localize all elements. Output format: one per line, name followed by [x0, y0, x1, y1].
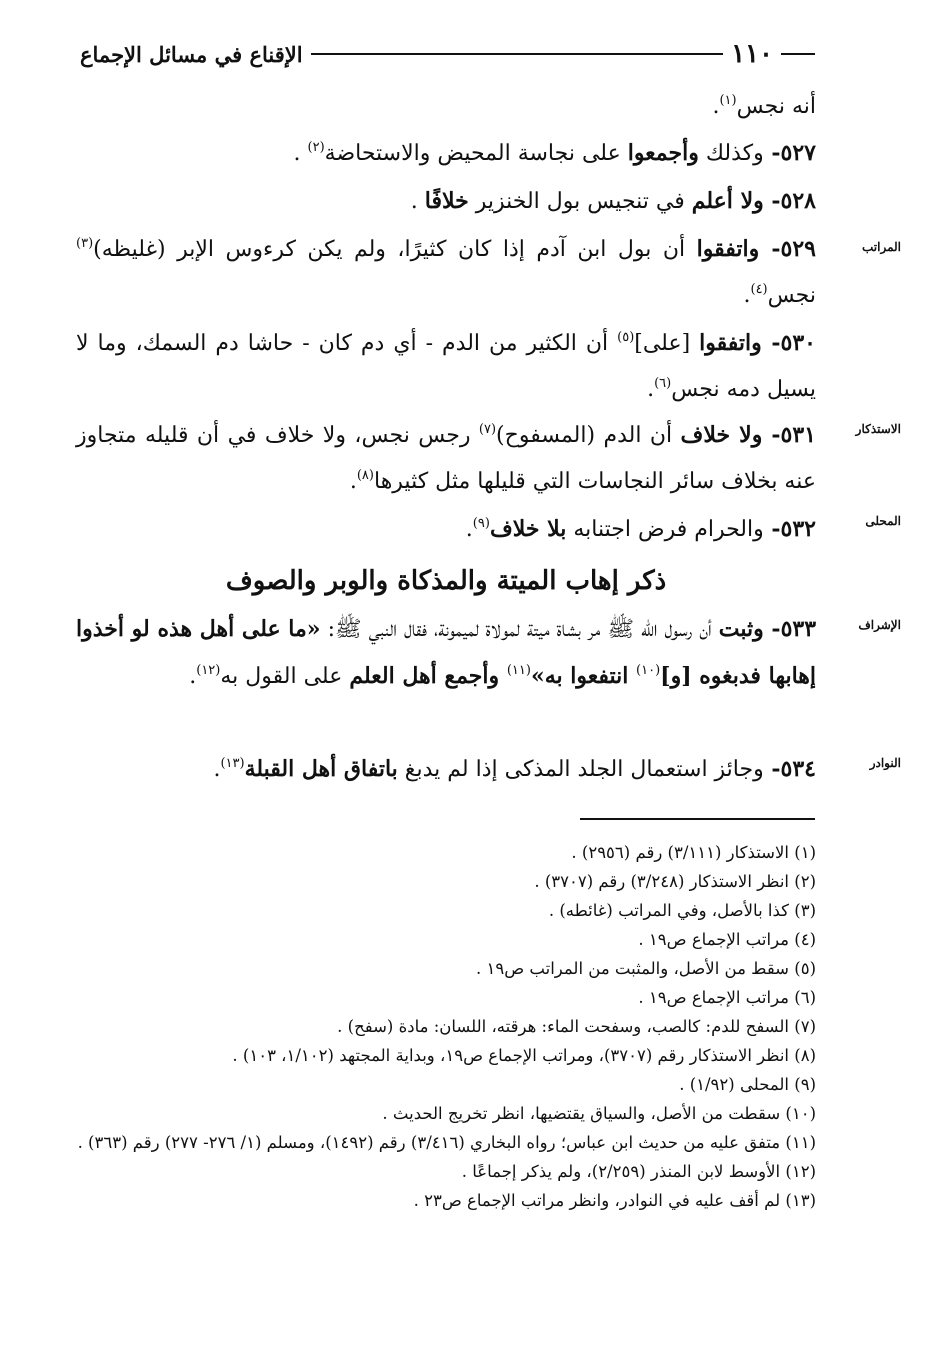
footnote-ref: (٣)	[76, 236, 94, 251]
margin-note: النوادر	[869, 756, 901, 770]
paragraph	[76, 412, 816, 505]
text-run: أنه نجس	[736, 94, 816, 119]
text-run: أن الكثير من الدم - أي دم كان - حاشا دم السمك، وما لا يسيل دمه نجس	[76, 331, 816, 402]
header-rule-right	[781, 53, 815, 55]
text-run: وجائز استعمال الجلد المذكى إذا لم يدبغ	[397, 757, 764, 782]
paragraph-number: ٥٢٩-	[759, 236, 816, 262]
footnote: (٦) مراتب الإجماع ص١٩ .	[638, 988, 816, 1007]
paragraph	[76, 84, 816, 130]
footnote: (٨) انظر الاستذكار رقم (٣٧٠٧)، ومراتب الإجماع ص١٩، وبداية المجتهد (١/١٠٢، ١٠٣) .	[232, 1046, 816, 1065]
footnote: (٢) انظر الاستذكار (٣/٢٤٨) رقم (٣٧٠٧) .	[534, 872, 816, 891]
bold-phrase: «ما على أهل هذه لو أخذوا إهابها فدبغوه [و]	[76, 616, 816, 689]
bold-phrase: ولا أعلم	[691, 188, 764, 214]
paragraph	[76, 506, 816, 553]
paragraph-number: ٥٢٧-	[763, 140, 816, 166]
text-run: .	[349, 469, 357, 494]
text-run: في تنجيس بول الخنزير	[468, 189, 692, 214]
paragraph-number: ٥٣٤-	[763, 756, 816, 782]
footnotes	[61, 838, 816, 1215]
footnote: (١١) متفق عليه من حديث ابن عباس؛ رواه البخاري (٣/٤١٦) رقم (١٤٩٢)، ومسلم (١/ ٢٧٦- ٢٧٧) رقم (٣٦٣) .	[77, 1133, 816, 1152]
text-run: .	[410, 189, 425, 214]
footnote-ref: (٨)	[356, 468, 374, 483]
text-run: أن رسول الله ﷺ مر بشاة ميتة لمولاة لميمونة، فقال النبي ﷺ:	[320, 617, 719, 642]
text-run: .	[213, 757, 221, 782]
text-run: .	[743, 283, 751, 308]
margin-note: المحلى	[865, 514, 901, 528]
margin-note: المراتب	[861, 240, 901, 254]
bold-phrase: وأجمع أهل العلم	[349, 663, 507, 689]
text-run: وكذلك	[698, 141, 764, 166]
margin-note: الاستذكار	[855, 422, 901, 436]
bold-phrase: وأجمعوا	[627, 140, 699, 166]
bold-phrase: انتفعوا به»	[530, 663, 637, 689]
text-run: [على]	[634, 331, 700, 356]
bold-phrase: واتفقوا	[696, 236, 760, 262]
paragraph-number: ٥٢٨-	[763, 188, 816, 214]
text-run: والحرام فرض اجتنابه	[566, 517, 764, 542]
footnote-ref: (١٢)	[196, 663, 221, 678]
bold-phrase: بلا خلاف	[489, 516, 567, 542]
section-heading: ذكر إهاب الميتة والمذكاة والوبر والصوف	[225, 566, 667, 596]
text-run: أن الدم (المسفوح)	[496, 423, 681, 448]
footnote-ref: (٧)	[478, 422, 497, 437]
paragraph-number: ٥٣٠-	[761, 330, 816, 356]
text-run: .	[189, 664, 197, 689]
footnote-ref: (١١)	[506, 663, 531, 678]
text-run: على القول به	[220, 664, 350, 689]
footnote-ref: (٥)	[617, 330, 635, 345]
text-run: .	[712, 94, 720, 119]
bold-phrase: واتفقوا	[699, 330, 762, 356]
paragraph	[76, 746, 816, 793]
paragraph-number: ٥٣١-	[762, 422, 816, 448]
text-run: .	[647, 377, 655, 402]
footnote-ref: (١)	[719, 93, 737, 108]
bold-phrase: ولا خلاف	[680, 422, 763, 448]
paragraph	[76, 320, 816, 413]
page-header	[80, 36, 815, 72]
bold-phrase: باتفاق أهل القبلة	[244, 756, 398, 782]
footnote: (٥) سقط من الأصل، والمثبت من المراتب ص١٩ .	[475, 959, 816, 978]
footnote: (٣) كذا بالأصل، وفي المراتب (غائطه) .	[548, 901, 816, 920]
footnote-ref: (١٣)	[220, 756, 245, 771]
header-rule	[311, 53, 724, 55]
paragraph-number: ٥٣٢-	[763, 516, 816, 542]
paragraph	[76, 606, 816, 700]
footnote-ref: (٩)	[472, 516, 490, 531]
paragraph	[76, 178, 816, 225]
book-title: الإقناع في مسائل الإجماع	[80, 41, 303, 67]
text-run: .	[293, 141, 308, 166]
text-run: نجس	[767, 283, 816, 308]
footnote-ref: (٢)	[307, 140, 325, 155]
page-number: ١١٠	[731, 39, 773, 69]
footnote: (١) الاستذكار (٣/١١١) رقم (٢٩٥٦) .	[571, 843, 816, 862]
footnote-ref: (١٠)	[636, 663, 661, 678]
text-run: على نجاسة المحيض والاستحاضة	[324, 141, 628, 166]
footnote: (١٣) لم أقف عليه في النوادر، وانظر مراتب الإجماع ص٢٣ .	[413, 1191, 816, 1210]
footnote: (١٢) الأوسط لابن المنذر (٢/٢٥٩)، ولم يذكر إجماعًا .	[461, 1162, 816, 1181]
bold-phrase: خلافًا	[424, 188, 469, 214]
footnote-divider	[580, 818, 815, 820]
bold-phrase: وثبت	[718, 616, 764, 642]
text-run: رجس نجس، ولا خلاف في أن قليله متجاوز عنه بخلاف سائر النجاسات التي قليلها مثل كثيرها	[76, 423, 816, 494]
margin-note: الإشراف	[858, 618, 901, 632]
footnote: (٧) السفح للدم: كالصب، وسفحت الماء: هرقته، اللسان: مادة (سفح) .	[337, 1017, 816, 1036]
paragraph	[76, 226, 816, 319]
footnote: (٤) مراتب الإجماع ص١٩ .	[638, 930, 816, 949]
paragraph-number: ٥٣٣-	[763, 616, 817, 642]
footnote: (٩) المحلى (١/٩٢) .	[679, 1075, 816, 1094]
footnote-ref: (٦)	[654, 376, 672, 391]
text-run: أن بول ابن آدم إذا كان كثيرًا، ولم يكن كرءوس الإبر (غليظه)	[93, 237, 697, 262]
footnote-ref: (٤)	[750, 282, 768, 297]
footnote: (١٠) سقطت من الأصل، والسياق يقتضيها، انظر تخريج الحديث .	[382, 1104, 816, 1123]
text-run: .	[465, 517, 473, 542]
paragraph	[76, 130, 816, 177]
